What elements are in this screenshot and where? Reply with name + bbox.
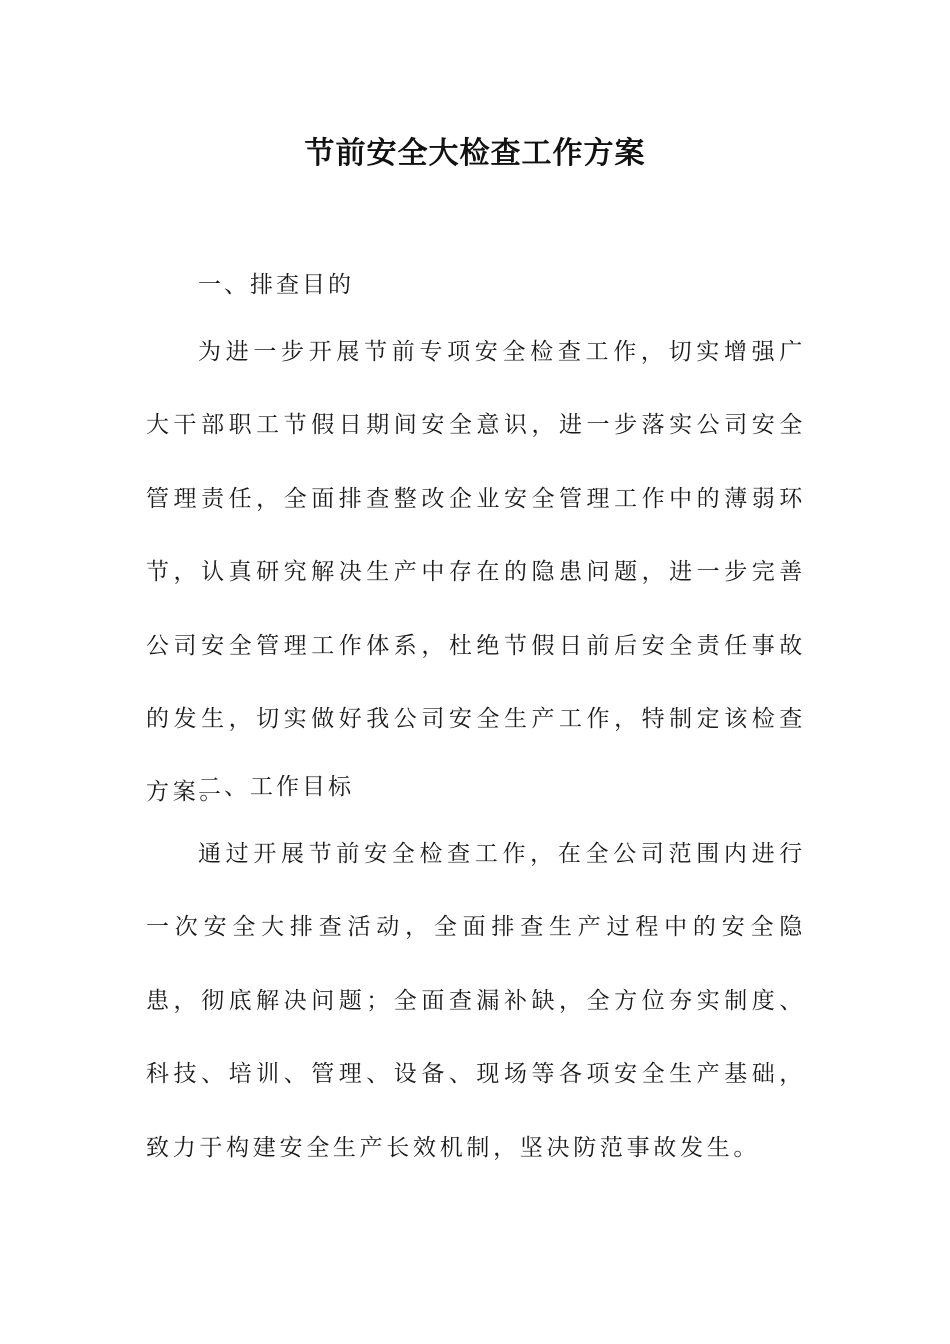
document-title: 节前安全大检查工作方案	[304, 136, 646, 171]
section-paragraph-2: 通过开展节前安全检查工作，在全公司范围内进行一次安全大排查活动，全面排查生产过程中的安全隐患，彻底解决问题；全面查漏补缺，全方位夯实制度、科技、培训、管理、设备、现场等各项安全生产基础，致力于构建安全生产长效机制，坚决防范事故发生。	[146, 841, 806, 1161]
section-paragraph-1: 为进一步开展节前专项安全检查工作，切实增强广大干部职工节假日期间安全意识，进一步落实公司安全管理责任，全面排查整改企业安全管理工作中的薄弱环节，认真研究解决生产中存在的隐患问题，进一步完善公司安全管理工作体系，杜绝节假日前后安全责任事故的发生，切实做好我公司安全生产工作，特制定该检查方案。	[146, 339, 806, 806]
section-heading-2: 二、工作目标	[198, 774, 354, 800]
section-heading-1: 一、排查目的	[198, 272, 354, 298]
